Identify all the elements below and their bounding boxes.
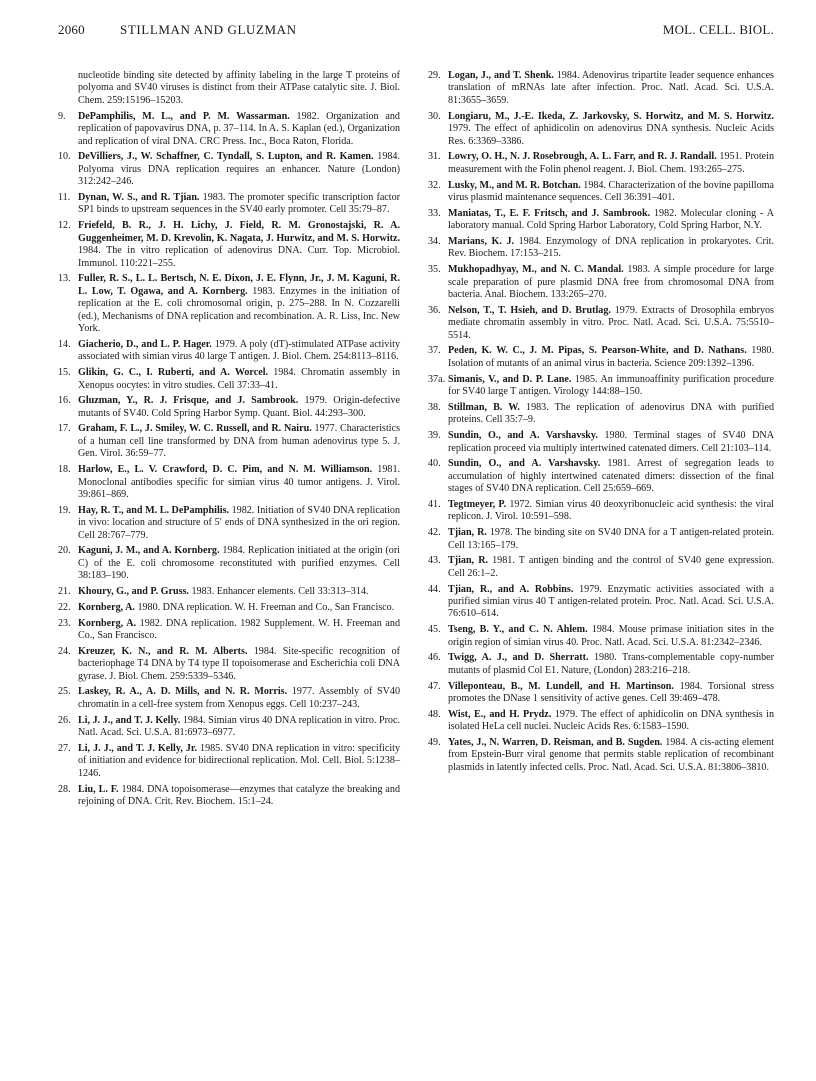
reference-entry <box>428 584 774 621</box>
reference-text: 1977. Characteristics of a human cell line transformed by DNA from human adenovirus type 5. J. Gen. Virol. 36:59–77. <box>78 423 400 460</box>
reference-entry <box>428 737 774 774</box>
reference-text: 1984. Mouse primase initiation sites in the origin region of simian virus 40. Proc. Natl. Acad. Sci. U.S.A. 81:2342–2346. <box>448 624 774 648</box>
reference-number: 31. <box>428 151 441 163</box>
reference-entry <box>428 681 774 706</box>
reference-text: 1983. Enhancer elements. Cell 33:313–314. <box>188 586 369 598</box>
reference-authors: Peden, K. W. C., J. M. Pipas, S. Pearson-White, and D. Nathans. <box>448 345 747 357</box>
reference-authors: Longiaru, M., J.-E. Ikeda, Z. Jarkovsky, S. Horwitz, and M. S. Horwitz. <box>448 110 774 122</box>
reference-entry <box>58 586 400 598</box>
reference-text: 1984. The in vitro replication of adenovirus DNA. Curr. Top. Microbiol. Immunol. 110:221–255. <box>78 245 400 269</box>
reference-authors: Tjian, R., and A. Robbins. <box>448 583 574 595</box>
reference-authors: Gluzman, Y., R. J. Frisque, and J. Sambrook. <box>78 395 299 407</box>
reference-text: 1979. The effect of aphidicolin on DNA synthesis in isolated HeLa cell nuclei. Nucleic Acids Res. 6:1583–1590. <box>448 708 774 733</box>
reference-number: 24. <box>58 645 71 657</box>
reference-text: 1980. DNA replication. W. H. Freeman and Co., San Francisco. <box>134 601 395 613</box>
reference-number: 14. <box>58 338 71 350</box>
reference-entry <box>428 305 774 342</box>
reference-authors: Lusky, M., and M. R. Botchan. <box>448 179 581 191</box>
reference-authors: Stillman, B. W. <box>448 401 520 413</box>
reference-entry <box>58 602 400 614</box>
reference-text: 1981. Monoclonal antibodies specific for simian virus 40 tumor antigens. J. Virol. 39:861–869. <box>78 464 401 501</box>
reference-number: 13. <box>58 273 71 285</box>
reference-entry <box>428 402 774 427</box>
reference-text: 1980. Terminal stages of SV40 DNA replication proceed via multiply intertwined catenated dimers. Cell 21:103–114. <box>448 430 774 454</box>
reference-text: 1984. Chromatin assembly in Xenopus oocytes: in vitro studies. Cell 37:33–41. <box>78 367 400 391</box>
reference-authors: Tegtmeyer, P. <box>448 498 507 510</box>
reference-authors: Tjian, R. <box>448 555 489 567</box>
reference-text: 1979. The effect of aphidicolin on adenovirus DNA synthesis. Nucleic Acids Res. 6:3369–3386. <box>448 123 774 147</box>
reference-entry <box>58 220 400 270</box>
reference-number: 44. <box>428 583 441 595</box>
reference-text: 1982. Molecular cloning - A laboratory manual. Cold Spring Harbor Laboratory, Cold Spring Harbor, N.Y. <box>448 207 774 232</box>
reference-number: 30. <box>428 110 441 122</box>
reference-entry <box>428 527 774 552</box>
reference-number: 25. <box>58 686 71 698</box>
reference-text: 1982. Initiation of SV40 DNA replication in vivo: location and structure of 5′ ends of DNA synthesized in the ori region. Cell 28:767–779. <box>78 504 401 541</box>
reference-number: 48. <box>428 708 441 720</box>
running-header <box>58 22 774 44</box>
reference-number: 27. <box>58 742 71 754</box>
reference-authors: Tseng, B. Y., and C. N. Ahlem. <box>448 624 588 636</box>
reference-number: 33. <box>428 207 441 219</box>
reference-entry <box>428 111 774 148</box>
reference-text: 1983. A simple procedure for large scale preparation of pure plasmid DNA free from chromosomal DNA from bacteria. Anal. Biochem. 133:265–270. <box>448 264 774 301</box>
reference-number: 29. <box>428 70 441 81</box>
reference-authors: Liu, L. F. <box>78 783 119 795</box>
reference-text: 1984. Torsional stress promotes the DNase 1 sensitivity of active genes. Cell 39:469–478. <box>448 680 775 705</box>
reference-entry <box>428 555 774 580</box>
reference-entry <box>428 236 774 261</box>
reference-entry <box>58 273 400 335</box>
reference-entry <box>428 180 774 205</box>
reference-number: 22. <box>58 601 71 613</box>
reference-text: 1977. Assembly of SV40 chromatin in a cell-free system from Xenopus eggs. Cell 10:237–243. <box>78 686 400 710</box>
reference-entry <box>428 208 774 233</box>
reference-text: 1981. T antigen binding and the control of SV40 gene expression. Cell 26:1–2. <box>448 555 774 579</box>
reference-entry <box>58 367 400 392</box>
reference-entry <box>428 624 774 649</box>
reference-authors: Li, J. J., and T. J. Kelly, Jr. <box>78 742 198 754</box>
reference-text: 1984. DNA topoisomerase—enzymes that catalyze the breaking and rejoining of DNA. Crit. Rev. Biochem. 15:1–24. <box>78 783 400 807</box>
reference-number: 11. <box>58 191 71 203</box>
reference-entry <box>58 111 400 148</box>
reference-authors: Nelson, T., T. Hsieh, and D. Brutlag. <box>448 304 611 316</box>
reference-text: 1978. The binding site on SV40 DNA for a T antigen-related protein. Cell 13:165–179. <box>448 527 774 551</box>
reference-number: 37. <box>428 345 441 357</box>
reference-entry <box>428 151 774 176</box>
reference-authors: DePamphilis, M. L., and P. M. Wassarman. <box>78 110 290 122</box>
reference-entry <box>58 505 400 542</box>
reference-number: 17. <box>58 423 71 435</box>
reference-entry <box>58 743 400 780</box>
reference-entry <box>58 618 400 643</box>
reference-number: 43. <box>428 555 441 567</box>
page-number: 2060 <box>58 22 85 37</box>
running-authors: STILLMAN AND GLUZMAN <box>120 22 297 37</box>
reference-number: 35. <box>428 264 441 276</box>
reference-entry <box>428 458 774 495</box>
reference-authors: Simanis, V., and D. P. Lane. <box>448 373 572 385</box>
reference-entry <box>428 430 774 455</box>
reference-authors: Khoury, G., and P. Gruss. <box>78 586 189 598</box>
reference-text: 1979. A poly (dT)-stimulated ATPase activity associated with simian virus 40 large T antigen. J. Biol. Chem. 254:8113–8116. <box>78 338 400 363</box>
reference-authors: Harlow, E., L. V. Crawford, D. C. Pim, and N. M. Williamson. <box>78 464 373 476</box>
reference-number: 18. <box>58 464 71 476</box>
reference-authors: Laskey, R. A., A. D. Mills, and N. R. Morris. <box>78 686 288 698</box>
reference-entry <box>58 686 400 711</box>
reference-number: 47. <box>428 680 441 692</box>
reference-text: 1979. Enzymatic activities associated with a purified simian virus 40 T antigen-related protein. Proc. Natl. Acad. Sci. U.S.A. 76:610–614. <box>448 583 774 620</box>
reference-authors: Mukhopadhyay, M., and N. C. Mandal. <box>448 264 624 276</box>
reference-entry <box>428 264 774 301</box>
reference-authors: Villeponteau, B., M. Lundell, and H. Martinson. <box>448 680 674 692</box>
reference-entry <box>428 499 774 524</box>
reference-number: 49. <box>428 736 441 748</box>
reference-authors: Sundin, O., and A. Varshavsky. <box>448 430 598 442</box>
reference-text: 1985. An immunoaffinity purification procedure for SV40 large T antigen. Virology 144:88–150. <box>448 373 774 398</box>
reference-entry <box>58 646 400 683</box>
reference-authors: Kaguni, J. M., and A. Kornberg. <box>78 545 220 557</box>
reference-number: 28. <box>58 783 71 795</box>
reference-entry <box>428 345 774 370</box>
reference-number: 32. <box>428 179 441 191</box>
reference-authors: Twigg, A. J., and D. Sherratt. <box>448 652 589 664</box>
reference-entry <box>58 395 400 420</box>
reference-entry <box>58 715 400 740</box>
reference-text: 1984. Simian virus 40 DNA replication in vitro. Proc. Natl. Acad. Sci. U.S.A. 81:6973–6977. <box>78 714 400 739</box>
reference-entry <box>58 423 400 460</box>
reference-text: 1982. Organization and replication of papovavirus DNA, p. 37–114. In A. S. Kaplan (ed.), Organization and replication of viral DNA. CRC Press. Inc., Boca Raton, Florida. <box>78 110 400 147</box>
reference-text: 1984. Polyoma virus DNA replication requires an enhancer. Nature (London) 312:242–246. <box>78 151 401 188</box>
reference-authors: Fuller, R. S., L. L. Bertsch, N. E. Dixon, J. E. Flynn, Jr., J. M. Kaguni, R. L. Low, T. Ogawa, and A. Kornberg. <box>78 273 400 297</box>
reference-entry <box>58 192 400 217</box>
reference-columns <box>58 70 774 812</box>
left-column <box>58 70 400 812</box>
reference-text: 1981. Arrest of segregation leads to accumulation of highly intertwined catenated dimers: dissection of the final stages of SV40 DNA replication. Cell 25:659–669. <box>448 458 774 495</box>
journal-name: MOL. CELL. BIOL. <box>662 22 774 37</box>
reference-authors: Logan, J., and T. Shenk. <box>448 70 554 81</box>
reference-text: 1984. Adenovirus tripartite leader sequence enhances translation of mRNAs late after infection. Proc. Natl. Acad. Sci. U.S.A. 81:3655–3659. <box>448 70 774 106</box>
reference-authors: Giacherio, D., and L. P. Hager. <box>78 338 212 350</box>
reference-text: 1984. Enzymology of DNA replication in prokaryotes. Crit. Rev. Biochem. 17:153–215. <box>448 235 774 260</box>
reference-authors: Wist, E., and H. Prydz. <box>448 708 552 720</box>
reference-number: 45. <box>428 624 441 636</box>
reference-text: 1982. DNA replication. 1982 Supplement. W. H. Freeman and Co., San Francisco. <box>78 617 400 642</box>
reference-number: 23. <box>58 617 71 629</box>
reference-authors: Sundin, O., and A. Varshavsky. <box>448 458 601 470</box>
reference-authors: Li, J. J., and T. J. Kelly. <box>78 714 181 726</box>
reference-number: 39. <box>428 430 441 442</box>
reference-text: 1979. Extracts of Drosophila embryos mediate chromatin assembly in vitro. Proc. Natl. Acad. Sci. U.S.A. 75:5510–5514. <box>448 304 774 341</box>
reference-entry <box>58 339 400 364</box>
reference-number: 40. <box>428 458 441 470</box>
reference-entry <box>58 545 400 582</box>
reference-authors: Friefeld, B. R., J. H. Lichy, J. Field, R. M. Gronostajski, R. A. Guggenheimer, M. D. Krevolin, K. Nagata, J. Hurwitz, and M. S. Horwitz. <box>78 220 400 244</box>
reference-text: 1972. Simian virus 40 deoxyribonucleic acid synthesis: the viral replicon. J. Virol. 10:591–598. <box>448 498 774 523</box>
reference-number: 41. <box>428 498 441 510</box>
reference-text: 1983. Enzymes in the initiation of replication at the E. coli chromosomal origin, p. 275–288. In N. Cozzarelli (ed.), Mechanisms of DNA replication and recombination. A. R. Liss, Inc. New York. <box>78 285 400 335</box>
reference-authors: Kreuzer, K. N., and R. M. Alberts. <box>78 645 248 657</box>
reference-text: 1984. Site-specific recognition of bacteriophage T4 DNA by T4 type II topoisomerase and Escherichia coli DNA gyrase. J. Biol. Chem. 259:5339–5346. <box>78 645 400 682</box>
reference-number: 9. <box>58 110 66 122</box>
reference-authors: Graham, F. L., J. Smiley, W. C. Russell, and R. Nairu. <box>78 423 312 435</box>
reference-text: nucleotide binding site detected by affinity labeling in the large T proteins of polyoma and SV40 viruses is distinct from their ATPase catalytic site. J. Biol. Chem. 259:15196–15203. <box>78 70 400 106</box>
reference-text: 1951. Protein measurement with the Folin phenol reagent. J. Biol. Chem. 193:265–275. <box>448 151 774 175</box>
reference-text: 1984. Characterization of the bovine papilloma virus plasmid maintenance sequences. Cell 36:391–401. <box>448 179 774 203</box>
reference-authors: Dynan, W. S., and R. Tjian. <box>78 191 200 203</box>
reference-authors: Hay, R. T., and M. L. DePamphilis. <box>78 504 230 516</box>
reference-text: 1983. The replication of adenovirus DNA with purified proteins. Cell 35:7–9. <box>448 401 774 426</box>
reference-text: 1979. Origin-defective mutants of SV40. Cold Spring Harbor Symp. Quant. Biol. 44:293–300. <box>78 395 400 419</box>
reference-entry <box>58 464 400 501</box>
reference-number: 19. <box>58 504 71 516</box>
reference-number: 21. <box>58 586 71 598</box>
reference-authors: Kornberg, A. <box>78 601 135 613</box>
reference-number: 15. <box>58 367 71 379</box>
reference-authors: DeVilliers, J., W. Schaffner, C. Tyndall, S. Lupton, and R. Kamen. <box>78 151 374 163</box>
reference-authors: Yates, J., N. Warren, D. Reisman, and B. Sugden. <box>448 736 663 748</box>
reference-text: 1980. Isolation of mutants of an animal virus in bacteria. Science 209:1392–1396. <box>448 345 774 369</box>
reference-authors: Tjian, R. <box>448 527 487 539</box>
reference-text: 1980. Trans-complementable copy-number mutants of plasmid Col E1. Nature, (London) 283:216–218. <box>448 652 774 676</box>
reference-number: 36. <box>428 304 441 316</box>
reference-entry <box>58 784 400 809</box>
reference-text: 1984. A cis-acting element from Epstein-Burr viral genome that permits stable replication of recombinant plasmids in latently infected cells. Proc. Natl. Acad. Sci. U.S.A. 81:3806–3810. <box>448 736 775 773</box>
right-column <box>428 70 774 812</box>
reference-authors: Lowry, O. H., N. J. Rosebrough, A. L. Farr, and R. J. Randall. <box>448 151 717 163</box>
reference-entry <box>58 151 400 188</box>
reference-number: 46. <box>428 652 441 664</box>
reference-authors: Kornberg, A. <box>78 617 137 629</box>
reference-entry <box>428 652 774 677</box>
reference-number: 37a. <box>428 373 446 385</box>
reference-text: 1983. The promoter specific transcription factor SP1 binds to upstream sequences in the SV40 early promoter. Cell 35:79–87. <box>78 191 401 216</box>
reference-text: 1984. Replication initiated at the origin (ori C) of the E. coli chromosome reconstituted with purified enzymes. Cell 38:183–190. <box>78 545 400 582</box>
reference-authors: Glikin, G. C., I. Ruberti, and A. Worcel. <box>78 367 269 379</box>
reference-number: 34. <box>428 235 441 247</box>
reference-entry <box>58 70 400 107</box>
reference-entry <box>428 70 774 107</box>
reference-number: 10. <box>58 151 71 163</box>
reference-number: 38. <box>428 401 441 413</box>
reference-number: 20. <box>58 545 71 557</box>
reference-authors: Marians, K. J. <box>448 235 515 247</box>
reference-text: 1985. SV40 DNA replication in vitro: specificity of initiation and evidence for bidirectional replication. Mol. Cell. Biol. 5:1238–1246. <box>78 742 400 779</box>
reference-number: 12. <box>58 220 71 232</box>
reference-entry <box>428 709 774 734</box>
reference-number: 16. <box>58 395 71 407</box>
reference-number: 26. <box>58 714 71 726</box>
reference-authors: Maniatas, T., E. F. Fritsch, and J. Sambrook. <box>448 207 651 219</box>
reference-number: 42. <box>428 527 441 539</box>
reference-entry <box>428 374 774 399</box>
